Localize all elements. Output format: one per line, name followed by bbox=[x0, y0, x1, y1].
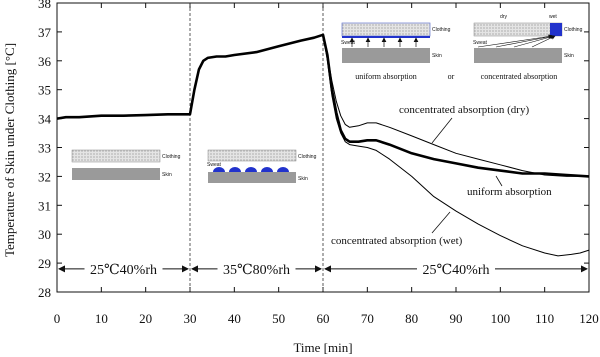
inset4-wet-region bbox=[550, 23, 562, 36]
inset3-skin-label: Skin bbox=[432, 53, 442, 59]
inset2-clothing-layer bbox=[208, 150, 296, 161]
wicking-arrow bbox=[478, 36, 552, 47]
inset2-skin-label: Skin bbox=[298, 176, 308, 182]
uniform-absorption-caption: uniform absorption bbox=[355, 72, 417, 81]
inset4-dry-label: dry bbox=[500, 14, 507, 20]
x-tick-label: 50 bbox=[272, 311, 286, 326]
x-tick-label: 90 bbox=[449, 311, 463, 326]
x-tick-label: 10 bbox=[94, 311, 108, 326]
y-tick-label: 34 bbox=[38, 111, 51, 127]
x-tick-label: 120 bbox=[579, 311, 599, 326]
inset-concentrated-schematic bbox=[473, 14, 583, 63]
annotations bbox=[331, 104, 552, 247]
inset3-clothing-layer bbox=[342, 23, 430, 36]
x-tick-label: 80 bbox=[405, 311, 419, 326]
inset1-clothing-label: Clothing bbox=[162, 154, 181, 160]
inset4-skin-layer bbox=[474, 48, 562, 63]
inset3-sweat-film bbox=[342, 36, 430, 38]
inset4-sweat-label: Sweat bbox=[473, 40, 487, 46]
x-tick-label: 110 bbox=[535, 311, 555, 326]
sweat-droplet bbox=[245, 167, 257, 172]
y-tick-label: 28 bbox=[38, 285, 51, 300]
phase-boundaries bbox=[190, 3, 323, 292]
inset1-skin-layer bbox=[72, 168, 160, 180]
sweat-droplet bbox=[229, 167, 241, 172]
y-tick-label: 36 bbox=[38, 53, 51, 69]
sweat-droplet bbox=[277, 167, 289, 172]
annotation-wet: concentrated absorption (wet) bbox=[331, 235, 463, 247]
inset4-clothing-label: Clothing bbox=[564, 27, 583, 33]
y-tick-label: 32 bbox=[38, 169, 51, 185]
concentrated-absorption-caption: concentrated absorption bbox=[480, 72, 558, 81]
annotation-dry: concentrated absorption (dry) bbox=[399, 104, 530, 116]
x-tick-label: 100 bbox=[490, 311, 511, 326]
y-tick-label: 37 bbox=[38, 24, 51, 40]
inset3-sweat-label: Sweat bbox=[341, 40, 355, 46]
y-tick-label: 29 bbox=[38, 256, 51, 272]
x-tick-label: 30 bbox=[183, 311, 197, 326]
x-axis-label: Time [min] bbox=[293, 340, 353, 355]
wicking-arrow bbox=[496, 36, 553, 47]
wicking-arrow bbox=[514, 36, 554, 47]
x-tick-label: 70 bbox=[360, 311, 374, 326]
phase-label: 35℃80%rh bbox=[223, 262, 290, 278]
annotation-uniform: uniform absorption bbox=[467, 186, 552, 198]
x-tick-label: 60 bbox=[316, 311, 330, 326]
inset-phase2-schematic bbox=[207, 150, 317, 183]
x-tick-label: 0 bbox=[53, 311, 61, 326]
y-tick-label: 33 bbox=[38, 140, 51, 156]
y-tick-label: 31 bbox=[38, 198, 51, 214]
annotation-uniform-leader bbox=[496, 176, 502, 186]
inset4-wet-label: wet bbox=[549, 14, 557, 20]
y-axis-label: Temperature of Skin under Clothing [°C] bbox=[2, 42, 17, 258]
inset2-skin-layer bbox=[208, 172, 296, 183]
y-tick-label: 30 bbox=[38, 227, 51, 243]
y-tick-label: 38 bbox=[38, 0, 51, 11]
x-tick-label: 40 bbox=[227, 311, 241, 326]
inset3-vapor-arrows bbox=[352, 38, 416, 47]
inset-uniform-schematic bbox=[341, 23, 451, 63]
x-tick-label: 20 bbox=[139, 311, 153, 326]
inset3-clothing-label: Clothing bbox=[432, 27, 451, 33]
phase-label: 25℃40%rh bbox=[422, 262, 490, 278]
or-caption: or bbox=[447, 72, 455, 81]
inset4-wicking-arrows bbox=[478, 36, 555, 47]
sweat-droplet bbox=[261, 167, 273, 172]
inset-phase1-schematic bbox=[72, 150, 181, 180]
annotation-dry-leader bbox=[432, 118, 452, 143]
inset2-clothing-label: Clothing bbox=[298, 154, 317, 160]
y-tick-label: 35 bbox=[38, 82, 51, 98]
phase-label: 25℃40%rh bbox=[90, 262, 157, 278]
inset2-sweat-label: Sweat bbox=[207, 162, 221, 168]
inset1-skin-label: Skin bbox=[162, 172, 172, 178]
inset2-sweat-droplets bbox=[213, 167, 289, 172]
annotation-wet-leader bbox=[432, 212, 450, 233]
inset4-skin-label: Skin bbox=[564, 53, 574, 59]
inset4-clothing-layer bbox=[474, 23, 562, 36]
inset3-skin-layer bbox=[342, 48, 430, 63]
inset1-clothing-layer bbox=[72, 150, 160, 162]
series-line-concentrated-absorption-wet bbox=[323, 35, 589, 256]
